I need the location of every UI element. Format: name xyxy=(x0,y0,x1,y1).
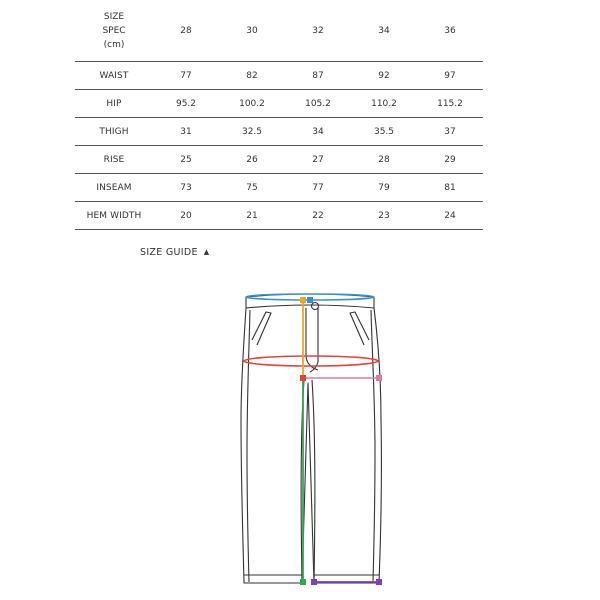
table-cell: 92 xyxy=(351,62,417,90)
inseam-bottom-marker xyxy=(300,579,306,585)
thigh-left-marker xyxy=(300,375,306,381)
table-cell: 87 xyxy=(285,62,351,90)
row-label-hem-width: HEM WIDTH xyxy=(75,202,153,230)
left-pocket xyxy=(252,312,271,345)
table-cell: 20 xyxy=(153,202,219,230)
table-cell: 32.5 xyxy=(219,118,285,146)
waist-marker xyxy=(307,297,313,303)
header-line-size: SIZE xyxy=(103,11,125,22)
row-label-hip: HIP xyxy=(75,90,153,118)
table-cell: 24 xyxy=(417,202,483,230)
rise-top-marker xyxy=(300,297,306,303)
fly-stitch xyxy=(306,308,318,370)
table-cell: 26 xyxy=(219,146,285,174)
button-icon xyxy=(312,303,319,310)
hip-measure-line xyxy=(244,356,378,366)
table-cell: 79 xyxy=(351,174,417,202)
table-cell: 115.2 xyxy=(417,90,483,118)
hem-left-marker xyxy=(311,579,317,585)
left-side-seam xyxy=(247,310,250,582)
right-side-seam xyxy=(371,310,375,582)
table-cell: 35.5 xyxy=(351,118,417,146)
caret-up-icon: ▲ xyxy=(203,248,210,256)
size-guide-label: SIZE GUIDE xyxy=(140,247,198,258)
row-label-rise: RISE xyxy=(75,146,153,174)
pants-outline xyxy=(241,294,381,583)
row-label-waist: WAIST xyxy=(75,62,153,90)
row-label-thigh: THIGH xyxy=(75,118,153,146)
header-line-spec: SPEC xyxy=(102,25,126,36)
outer-silhouette xyxy=(241,308,381,583)
table-cell: 77 xyxy=(285,174,351,202)
table-cell: 110.2 xyxy=(351,90,417,118)
table-cell: 23 xyxy=(351,202,417,230)
table-cell: 31 xyxy=(153,118,219,146)
size-header-28: 28 xyxy=(153,0,219,62)
table-cell: 29 xyxy=(417,146,483,174)
measurement-lines xyxy=(244,294,379,582)
table-cell: 25 xyxy=(153,146,219,174)
header-line-unit: (cm) xyxy=(103,39,125,50)
table-cell: 77 xyxy=(153,62,219,90)
table-cell: 34 xyxy=(285,118,351,146)
table-cell: 75 xyxy=(219,174,285,202)
size-header-36: 36 xyxy=(417,0,483,62)
table-cell: 28 xyxy=(351,146,417,174)
table-cell: 100.2 xyxy=(219,90,285,118)
table-cell: 21 xyxy=(219,202,285,230)
table-cell: 73 xyxy=(153,174,219,202)
size-header-32: 32 xyxy=(285,0,351,62)
table-cell: 82 xyxy=(219,62,285,90)
table-cell: 81 xyxy=(417,174,483,202)
hem-right-marker xyxy=(376,579,382,585)
right-pocket xyxy=(350,312,369,345)
table-cell: 95.2 xyxy=(153,90,219,118)
table-cell: 22 xyxy=(285,202,351,230)
table-cell: 37 xyxy=(417,118,483,146)
thigh-right-marker xyxy=(376,375,382,381)
row-label-inseam: INSEAM xyxy=(75,174,153,202)
size-header-30: 30 xyxy=(219,0,285,62)
size-header-34: 34 xyxy=(351,0,417,62)
table-cell: 105.2 xyxy=(285,90,351,118)
table-cell: 27 xyxy=(285,146,351,174)
table-cell: 97 xyxy=(417,62,483,90)
fly-stitch-inner xyxy=(310,308,318,372)
